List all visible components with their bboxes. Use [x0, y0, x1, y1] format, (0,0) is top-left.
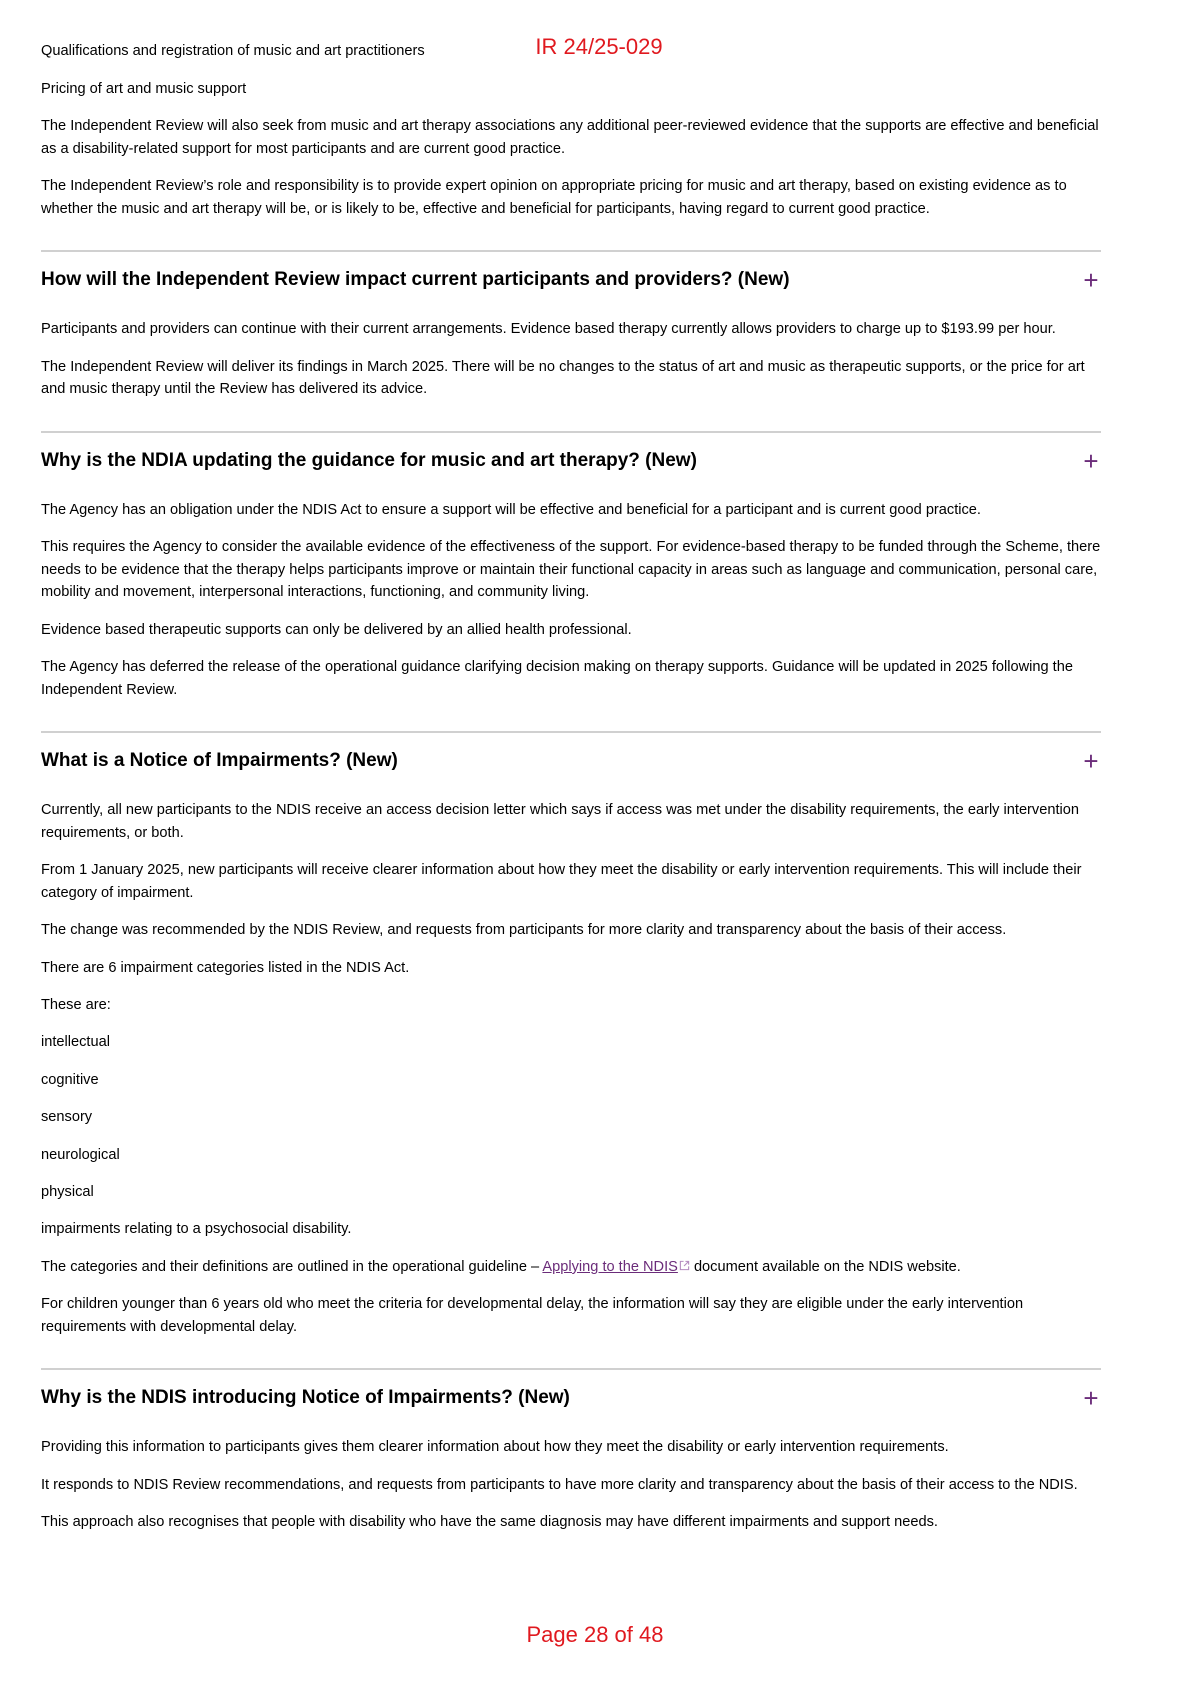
answer-paragraph: The change was recommended by the NDIS Review, and requests from participants for more clarity and transparency about the basis of their access. — [41, 922, 1007, 939]
impairment-category-item: sensory — [41, 1109, 93, 1126]
answer-paragraph: Participants and providers can continue with their current arrangements. Evidence based therapy currently allows providers to charge up to $193.99 per hour. — [41, 321, 1056, 338]
faq-answer — [41, 477, 1101, 702]
faq-question-title: How will the Independent Review impact current participants and providers? (New) — [41, 269, 790, 291]
answer-paragraph: It responds to NDIS Review recommendations, and requests from participants to have more clarity and transparency about the basis of their access to the NDIS. — [41, 1476, 1078, 1493]
faq-section-notice-of-impairments — [41, 731, 1101, 1338]
faq-question-title: What is a Notice of Impairments? (New) — [41, 750, 398, 772]
impairment-category-item: intellectual — [41, 1034, 110, 1051]
answer-paragraph: There are 6 impairment categories listed in the NDIS Act. — [41, 959, 410, 976]
answer-paragraph: For children younger than 6 years old who meet the criteria for developmental delay, the information will say they are eligible under the early intervention requirements with developmental delay. — [41, 1296, 1024, 1335]
faq-toggle-guidance[interactable] — [41, 433, 1101, 477]
answer-paragraph-with-link — [41, 1256, 1101, 1279]
intro-paragraph: Qualifications and registration of music and art practitioners — [41, 43, 425, 59]
faq-answer — [41, 1414, 1101, 1533]
intro-paragraph: Pricing of art and music support — [41, 80, 247, 97]
page-number-stamp: Page 28 of 48 — [526, 1622, 664, 1647]
link-trailing-text: document available on the NDIS website. — [689, 1258, 961, 1275]
faq-section-guidance — [41, 431, 1101, 702]
answer-paragraph: Evidence based therapeutic supports can only be delivered by an allied health professional. — [41, 621, 632, 638]
impairment-category-item: impairments relating to a psychosocial disability. — [41, 1221, 352, 1238]
faq-question-title: Why is the NDIA updating the guidance for music and art therapy? (New) — [41, 449, 697, 471]
document-reference-stamp: IR 24/25-029 — [535, 34, 663, 59]
faq-toggle-impact[interactable] — [41, 252, 1101, 296]
plus-icon[interactable]: + — [1083, 265, 1099, 296]
impairment-category-item: physical — [41, 1183, 94, 1200]
applying-to-the-ndis-link[interactable] — [542, 1259, 689, 1275]
link-text: Applying to the NDIS — [542, 1258, 678, 1275]
answer-paragraph: This requires the Agency to consider the available evidence of the effectiveness of the support. For evidence-based therapy to be funded through the Scheme, there needs to be evidence that the therapy helps participants improve or maintain their functional capacity in areas such as language and communication, personal care, mobility and movement, interpersonal interactions, functioning, and community living. — [41, 539, 1101, 601]
faq-question-title: Why is the NDIS introducing Notice of Impairments? (New) — [41, 1387, 570, 1409]
answer-paragraph: This approach also recognises that people with disability who have the same diagnosis may have different impairments and support needs. — [41, 1514, 938, 1531]
plus-icon[interactable]: + — [1083, 445, 1099, 476]
answer-paragraph: Providing this information to participants gives them clearer information about how they meet the disability or early intervention requirements. — [41, 1439, 949, 1456]
answer-paragraph: The Agency has an obligation under the NDIS Act to ensure a support will be effective and beneficial for a participant and is current good practice. — [41, 501, 981, 518]
intro-paragraph: The Independent Review will also seek from music and art therapy associations any additional peer-reviewed evidence that the supports are effective and beneficial as a disability-related support for most participants and are current good practice. — [41, 117, 1099, 157]
answer-paragraph: The Independent Review will deliver its findings in March 2025. There will be no changes to the status of art and music as therapeutic supports, or the price for art and music therapy until the Review has delivered its advice. — [41, 358, 1085, 398]
plus-icon[interactable]: + — [1083, 1383, 1099, 1414]
answer-paragraph: These are: — [41, 997, 111, 1014]
faq-section-why-notice — [41, 1368, 1101, 1533]
external-link-icon — [679, 1260, 690, 1271]
faq-answer — [41, 777, 1101, 1338]
impairment-category-item: cognitive — [41, 1071, 99, 1088]
intro-block — [41, 40, 1101, 220]
impairment-category-item: neurological — [41, 1146, 120, 1163]
faq-section-impact — [41, 250, 1101, 401]
faq-toggle-why-notice[interactable] — [41, 1370, 1101, 1414]
plus-icon[interactable]: + — [1083, 746, 1099, 777]
answer-paragraph: Currently, all new participants to the NDIS receive an access decision letter which says if access was met under the disability requirements, the early intervention requirements, or both. — [41, 802, 1079, 841]
faq-toggle-notice-of-impairments[interactable] — [41, 733, 1101, 777]
intro-paragraph: The Independent Review’s role and responsibility is to provide expert opinion on appropriate pricing for music and art therapy, based on existing evidence as to whether the music and art therapy will be, or is likely to be, effective and beneficial for participants, having regard to current good practice. — [41, 177, 1067, 217]
answer-paragraph: The Agency has deferred the release of the operational guidance clarifying decision making on therapy supports. Guidance will be updated in 2025 following the Independent Review. — [41, 659, 1073, 698]
faq-answer — [41, 296, 1101, 401]
answer-paragraph: From 1 January 2025, new participants will receive clearer information about how they meet the disability or early intervention requirements. This will include their category of impairment. — [41, 862, 1082, 901]
link-lead-text: The categories and their definitions are outlined in the operational guideline – — [41, 1258, 543, 1275]
page-content — [41, 40, 1101, 1549]
